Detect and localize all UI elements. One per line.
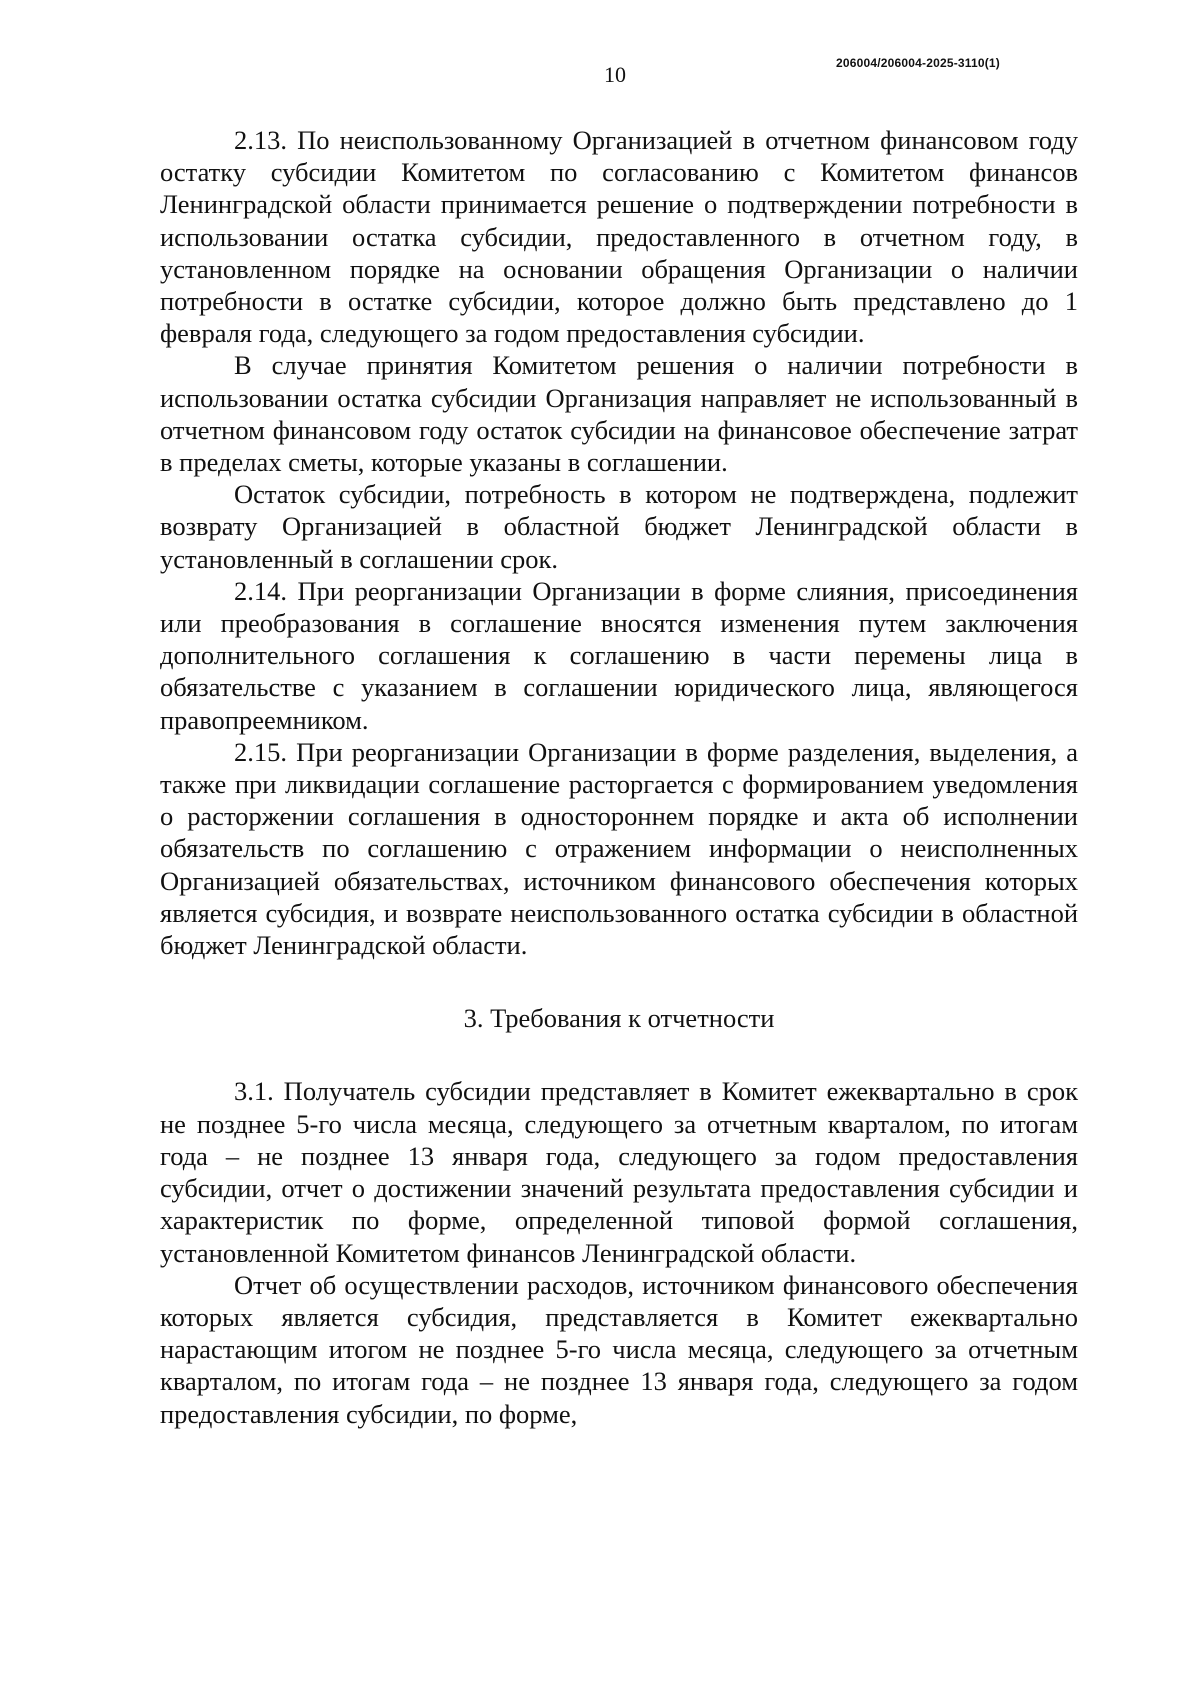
paragraph-2-14: 2.14. При реорганизации Организации в форме слияния, присоединения или преобразования в соглашение вносятся изменения путем заключения дополнительного соглашения к соглашению в части перемены лица в обязательстве с указанием в соглашении юридического лица, являющегося правопреемником.: [160, 575, 1078, 735]
paragraph-2-13-need: В случае принятия Комитетом решения о наличии потребности в использовании остатка субсидии Организация направляет не использованный в отчетном финансовом году остаток субсидии на финансовое обеспечение затрат в пределах сметы, которые указаны в соглашении.: [160, 350, 1078, 478]
page-number: 10: [604, 62, 626, 87]
paragraph-3-1: 3.1. Получатель субсидии представляет в Комитет ежеквартально в срок не позднее 5-го числа месяца, следующего за отчетным кварталом, по итогам года – не позднее 13 января года, следующего за годом предоставления субсидии, отчет о достижении значений результата предоставления субсидии и характеристик по форме, определенной типовой формой соглашения, установленной Комитетом финансов Ленинградской области.: [160, 1076, 1078, 1268]
document-id: 206004/206004-2025-3110(1): [835, 56, 1000, 70]
document-body: [160, 124, 1078, 1430]
paragraph-2-13: 2.13. По неиспользованному Организацией в отчетном финансовом году остатку субсидии Комитетом по согласованию с Комитетом финансов Ленинградской области принимается решение о подтверждении потребности в использовании остатка субсидии, предоставленного в отчетном году, в установленном порядке на основании обращения Организации о наличии потребности в остатке субсидии, которое должно быть представлено до 1 февраля года, следующего за годом предоставления субсидии.: [160, 125, 1078, 349]
paragraph-3-1-expenses-report: Отчет об осуществлении расходов, источником финансового обеспечения которых является субсидия, представляется в Комитет ежеквартально нарастающим итогом не позднее 5-го числа месяца, следующего за отчетным кварталом, по итогам года – не позднее 13 января года, следующего за годом предоставления субсидии, по форме,: [160, 1269, 1078, 1429]
paragraph-2-15: 2.15. При реорганизации Организации в форме разделения, выделения, а также при ликвидации соглашение расторгается с формированием уведомления о расторжении соглашения в одностороннем порядке и акта об исполнении обязательств по соглашению с отражением информации о неисполненных Организацией обязательствах, источником финансового обеспечения которых является субсидия, и возврате неиспользованного остатка субсидии в областной бюджет Ленинградской области.: [160, 736, 1078, 961]
paragraph-2-13-remainder: Остаток субсидии, потребность в котором не подтверждена, подлежит возврату Организацией в областной бюджет Ленинградской области в установленный в соглашении срок.: [160, 479, 1078, 574]
section-3-heading: 3. Требования к отчетности: [463, 1003, 775, 1034]
